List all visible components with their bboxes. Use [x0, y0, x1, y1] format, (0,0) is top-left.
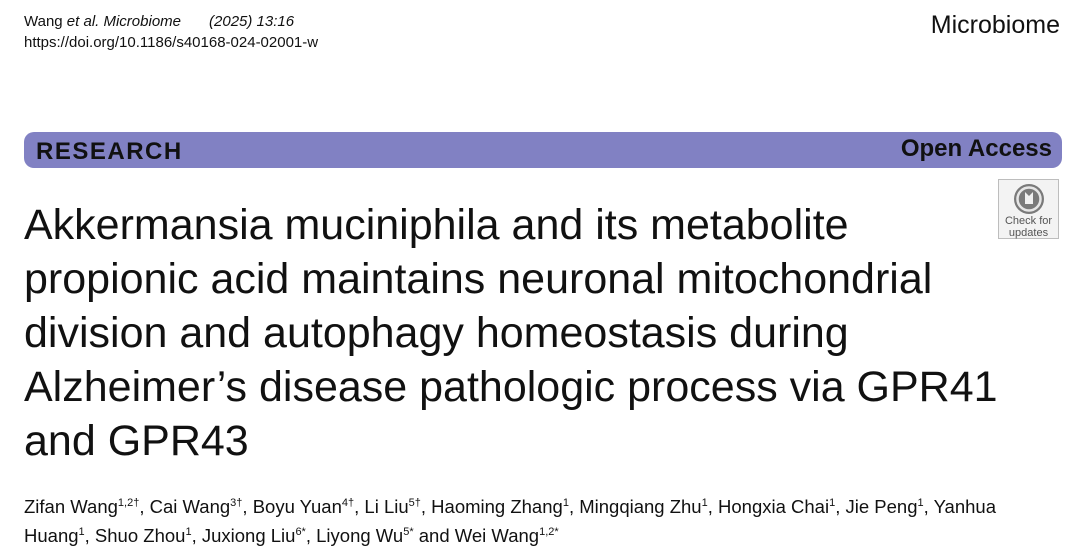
citation-line: [24, 11, 318, 32]
author-separator: ,: [242, 496, 253, 517]
author-separator: ,: [354, 496, 365, 517]
author-name[interactable]: Li Liu: [364, 496, 409, 517]
author-entry: [253, 496, 354, 517]
author-separator: ,: [305, 525, 317, 546]
author-list: [24, 492, 1064, 550]
author-name[interactable]: Boyu Yuan: [252, 496, 342, 517]
article-title: Akkermansia muciniphila and its metabolite propionic acid maintains neuronal mitochondrial division and autophagy homeostasis during Alzheimer’s disease pathologic process via GPR41 and GPR43: [24, 201, 998, 465]
author-separator: ,: [84, 525, 95, 546]
author-entry: [718, 496, 835, 517]
author-affiliation: 5*: [403, 525, 414, 538]
author-affiliation: 1,2†: [117, 496, 140, 509]
author-name[interactable]: Wei Wang: [454, 525, 540, 546]
author-name[interactable]: Yanhua Huang: [24, 496, 996, 546]
author-separator: ,: [835, 496, 846, 517]
author-entry: [579, 496, 708, 517]
author-affiliation: 1: [917, 496, 924, 509]
author-entry: [431, 496, 569, 517]
author-name[interactable]: Haoming Zhang: [431, 496, 563, 517]
author-affiliation: 4†: [341, 496, 355, 509]
author-separator: ,: [139, 496, 150, 517]
author-name[interactable]: Juxiong Liu: [201, 525, 296, 546]
author-affiliation: 1,2*: [539, 525, 559, 538]
author-affiliation: 1: [562, 496, 569, 509]
author-name[interactable]: Zifan Wang: [24, 496, 118, 517]
author-affiliation: 6*: [295, 525, 306, 538]
author-separator: ,: [420, 496, 432, 517]
author-name[interactable]: Hongxia Chai: [718, 496, 830, 517]
section-label: RESEARCH: [36, 138, 183, 165]
author-affiliation: 1: [185, 525, 192, 538]
author-name[interactable]: Liyong Wu: [316, 525, 404, 546]
author-affiliation: 3†: [230, 496, 243, 509]
author-entry: [364, 496, 420, 517]
author-entry: [95, 525, 192, 546]
doi-link[interactable]: https://doi.org/10.1186/s40168-024-02001-w: [24, 34, 319, 51]
article-type-banner: [24, 132, 1062, 168]
author-affiliation: 1: [701, 496, 708, 509]
journal-name: Microbiome: [930, 11, 1060, 39]
author-entry: [316, 525, 413, 546]
open-access-label: Open Access: [900, 135, 1052, 162]
author-separator: ,: [707, 496, 719, 517]
author-separator: ,: [568, 496, 580, 517]
author-name[interactable]: Mingqiang Zhu: [579, 496, 702, 517]
author-entry: [202, 525, 306, 546]
author-entry: [150, 496, 243, 517]
author-entry: [24, 496, 139, 517]
author-name[interactable]: Jie Peng: [845, 496, 918, 517]
check-for-updates-line2: updates: [1008, 227, 1049, 239]
author-affiliation: 5†: [408, 496, 421, 509]
citation-block: [24, 11, 318, 53]
citation-year-volume: (2025) 13:16: [209, 13, 295, 30]
author-entry: [455, 525, 559, 546]
check-for-updates-line1: Check for: [1004, 215, 1053, 227]
author-separator: and: [413, 525, 455, 546]
author-entry: [846, 496, 924, 517]
author-affiliation: 1: [829, 496, 836, 509]
citation-journal: et al. Microbiome: [66, 13, 182, 30]
citation-authors: Wang: [24, 13, 67, 30]
author-name[interactable]: Cai Wang: [149, 496, 231, 517]
author-separator: ,: [191, 525, 202, 546]
author-separator: ,: [923, 496, 934, 517]
author-name[interactable]: Shuo Zhou: [94, 525, 186, 546]
author-affiliation: 1: [78, 525, 85, 538]
